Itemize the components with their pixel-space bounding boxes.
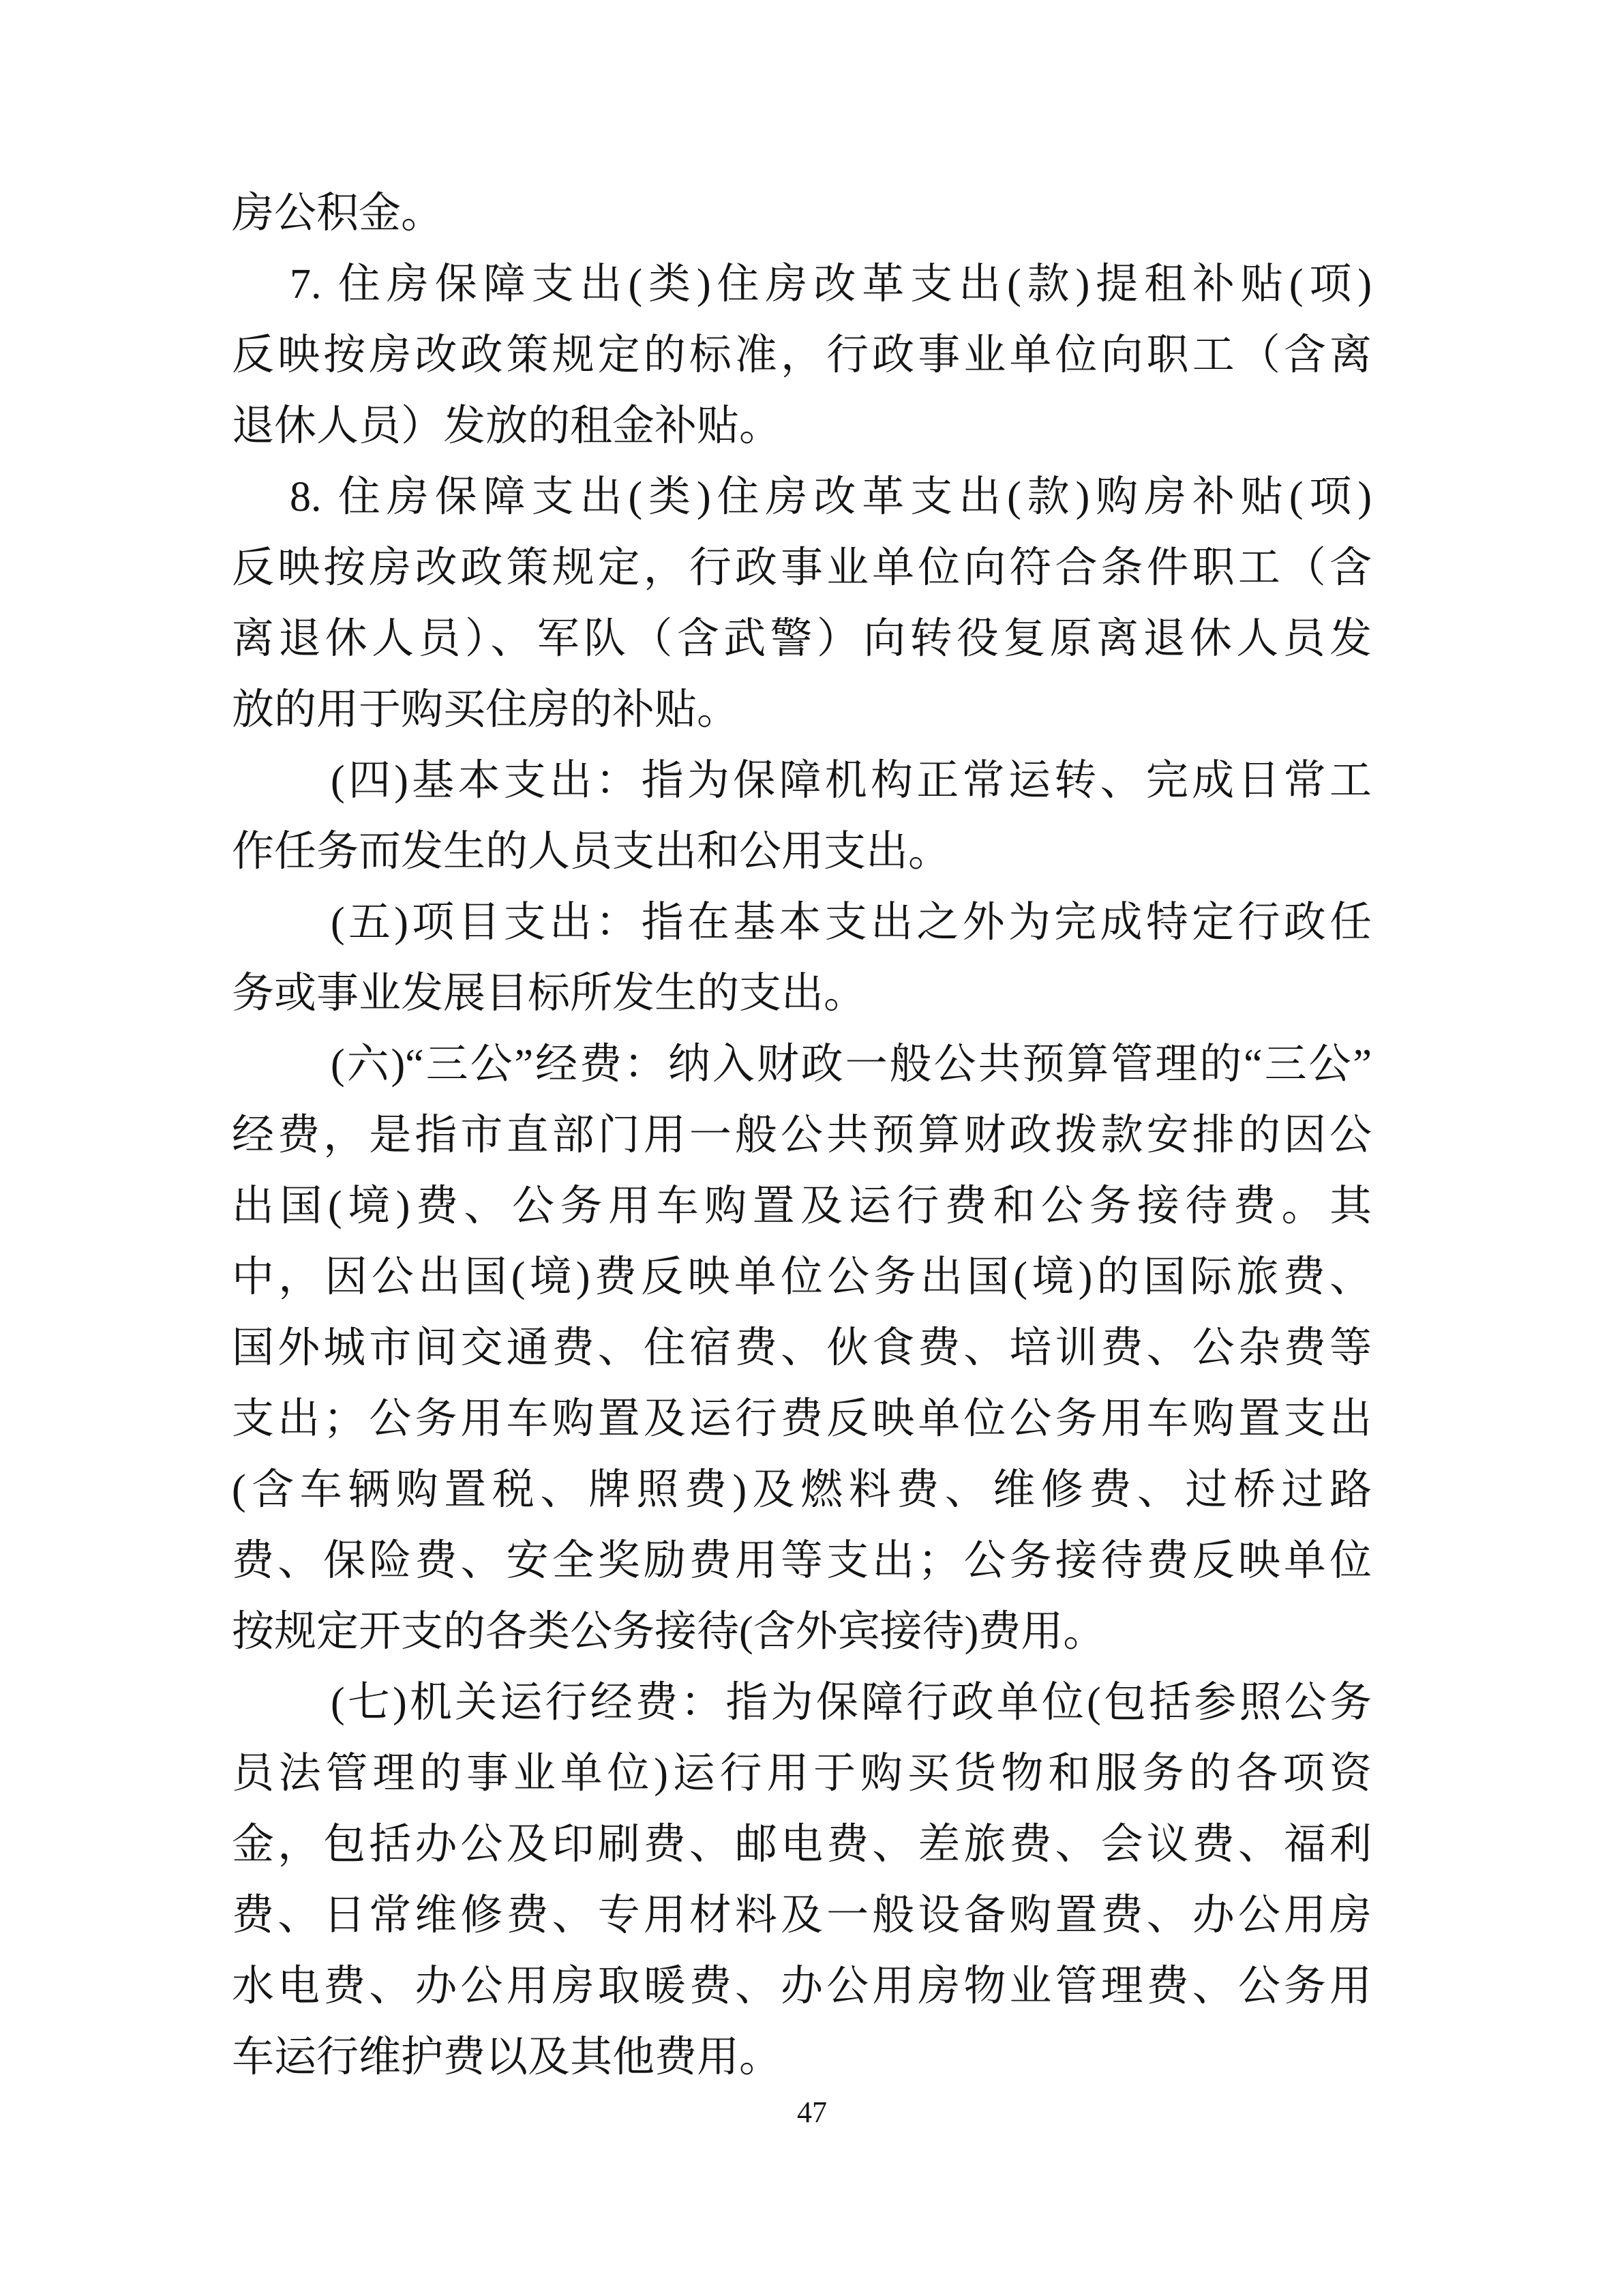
paragraph: [232, 1029, 1372, 1667]
page-number: 47: [797, 2096, 827, 2129]
text-line: 费、日常维修费、专用材料及一般设备购置费、办公用房: [232, 1892, 1372, 1939]
text-line: 按规定开支的各类公务接待(含外宾接待)费用。: [232, 1609, 1106, 1655]
text-line: 房公积金。: [232, 190, 444, 237]
text-line: 作任务而发生的人员支出和公用支出。: [232, 829, 951, 875]
paragraph: [232, 887, 1372, 1029]
text-line: (六)“三公”经费：纳入财政一般公共预算管理的“三公”: [331, 1041, 1372, 1088]
text-line: 离退休人员）、军队（含武警）向转役复原离退休人员发: [232, 616, 1372, 662]
text-line: 放的用于购买住房的补贴。: [232, 687, 740, 733]
text-line: 员法管理的事业单位)运行用于购买货物和服务的各项资: [232, 1750, 1372, 1797]
text-line: 8. 住房保障支出(类)住房改革支出(款)购房补贴(项): [290, 474, 1372, 520]
text-line: (四)基本支出：指为保障机构正常运转、完成日常工: [331, 758, 1372, 804]
paragraph: [232, 249, 1372, 462]
paragraph: [232, 1667, 1372, 2093]
text-line: 反映按房改政策规定的标准，行政事业单位向职工（含离: [232, 332, 1372, 378]
text-line: (七)机关运行经费：指为保障行政单位(包括参照公务: [331, 1680, 1372, 1726]
paragraph: [232, 178, 1372, 249]
text-line: 务或事业发展目标所发生的支出。: [232, 970, 867, 1017]
text-line: 反映按房改政策规定，行政事业单位向符合条件职工（含: [232, 545, 1372, 591]
text-line: 支出；公务用车购置及运行费反映单位公务用车购置支出: [232, 1396, 1372, 1442]
text-line: 国外城市间交通费、住宿费、伙食费、培训费、公杂费等: [232, 1325, 1372, 1371]
text-line: 出国(境)费、公务用车购置及运行费和公务接待费。其: [232, 1183, 1372, 1229]
text-line: 水电费、办公用房取暖费、办公用房物业管理费、公务用: [232, 1963, 1372, 2010]
paragraph: [232, 462, 1372, 745]
document-body: [232, 178, 1372, 2093]
text-line: 经费，是指市直部门用一般公共预算财政拨款安排的因公: [232, 1112, 1372, 1159]
text-line: (含车辆购置税、牌照费)及燃料费、维修费、过桥过路: [232, 1467, 1372, 1513]
text-line: (五)项目支出：指在基本支出之外为完成特定行政任: [331, 899, 1372, 946]
text-line: 车运行维护费以及其他费用。: [232, 2034, 782, 2081]
text-line: 费、保险费、安全奖励费用等支出；公务接待费反映单位: [232, 1538, 1372, 1584]
paragraph: [232, 745, 1372, 887]
text-line: 中，因公出国(境)费反映单位公务出国(境)的国际旅费、: [232, 1254, 1372, 1300]
text-line: 退休人员）发放的租金补贴。: [232, 403, 782, 449]
text-line: 7. 住房保障支出(类)住房改革支出(款)提租补贴(项): [290, 261, 1372, 308]
text-line: 金，包括办公及印刷费、邮电费、差旅费、会议费、福利: [232, 1821, 1372, 1868]
